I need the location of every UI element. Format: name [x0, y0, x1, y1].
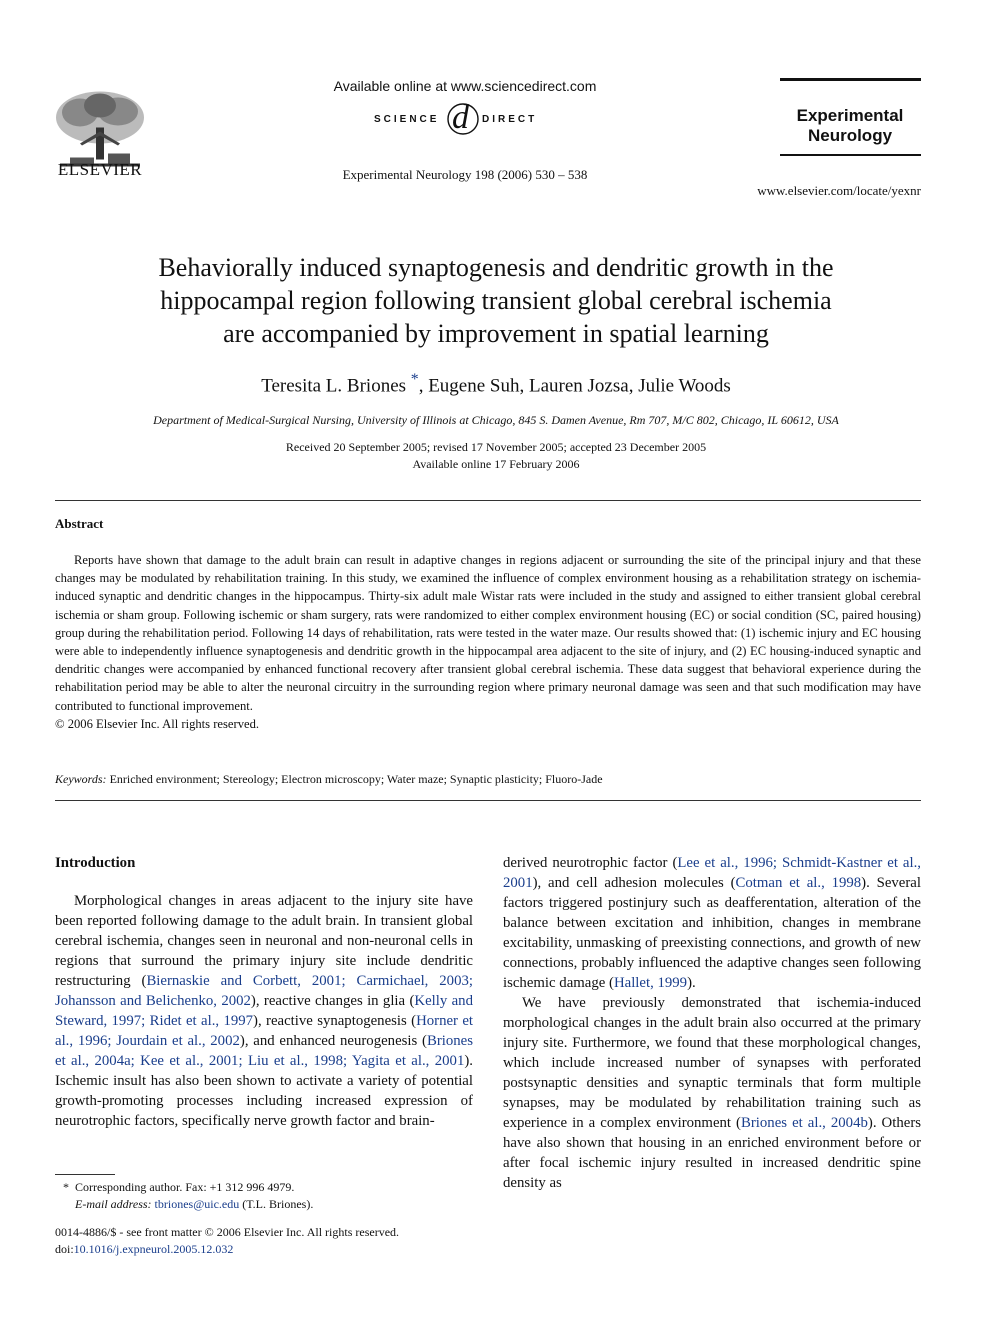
introduction-heading: Introduction [55, 855, 136, 871]
front-matter [55, 1224, 485, 1258]
email-label: E-mail address: [75, 1197, 152, 1211]
journal-rule [780, 78, 921, 81]
keywords [55, 772, 921, 787]
citation-link[interactable]: Horner et al., 1996; Jourdain et al., 2002 [55, 1013, 473, 1049]
journal-name-line1: Experimental [796, 106, 904, 125]
corresponding-author-note [55, 1179, 473, 1196]
citation-link[interactable]: Biernaskie and Corbett, 2001; Carmichael, 2003; Johansson and Belichenko, 2002 [55, 973, 473, 1009]
citation-link[interactable]: Lee et al., 1996; Schmidt-Kastner et al., 2001 [503, 855, 922, 891]
co-authors: , Eugene Suh, Lauren Jozsa, Julie Woods [418, 375, 731, 397]
author-list [80, 371, 912, 397]
doi-line [55, 1241, 485, 1258]
corresponding-author-mark[interactable]: * [410, 371, 419, 388]
doi-link[interactable]: 10.1016/j.expneurol.2005.12.032 [73, 1242, 234, 1256]
body-text: ). Ischemic insult has also been shown to activate a variety of potential growth-promoting processes including increased expression of neurotrophic factors, specifically nerve growth factor and brain- [55, 1053, 473, 1129]
body-text: ), reactive synaptogenesis ( [253, 1013, 417, 1029]
received-dates: Received 20 September 2005; revised 17 November 2005; accepted 23 December 2005 [285, 440, 707, 454]
footnote-rule [55, 1174, 115, 1175]
body-text: Morphological changes in areas adjacent to the injury site have been reported following damage to the adult brain. In transient global cerebral ischemia, changes seen in neuronal and non-neuronal cells in regions that surround the primary injury site include dendritic restructuring ( [55, 893, 473, 989]
citation-link[interactable]: Cotman et al., 1998 [735, 875, 862, 891]
abstract-body [55, 551, 921, 733]
abstract-heading: Abstract [55, 516, 104, 531]
body-text: derived neurotrophic factor ( [503, 855, 678, 871]
title-line: hippocampal region following transient global cerebral ischemia [160, 286, 832, 315]
body-text: ). [687, 975, 696, 991]
abstract-bottom-rule [55, 800, 921, 801]
keywords-list: Enriched environment; Stereology; Electron microscopy; Water maze; Synaptic plasticity; Fluoro-Jade [109, 772, 603, 786]
issn-line: 0014-4886/$ - see front matter © 2006 Elsevier Inc. All rights reserved. [55, 1225, 400, 1239]
body-paragraph [503, 853, 921, 993]
sd-left-text: SCIENCE [374, 114, 440, 125]
journal-name [770, 106, 930, 146]
keywords-label: Keywords: [55, 772, 107, 786]
citation-link[interactable]: Briones et al., 2004a; Kee et al., 2001; Liu et al., 1998; Yagita et al., 2001 [55, 1033, 473, 1069]
body-paragraph [55, 891, 473, 1131]
abstract-text: Reports have shown that damage to the adult brain can result in adaptive changes in regions adjacent or surrounding the site of the principal injury and that these changes may be modulated by rehabilitation training. In this study, we examined the influence of complex environment housing as a rehabilitation strategy on ischemia-induced synaptic and dendritic changes in the hippocampus. Thirty-six adult male Wistar rats were included in the study and assigned to either transient global cerebral ischemia or sham group. Following ischemic or sham surgery, rats were randomized to either complex environment housing (EC) or social condition (SC, paired housing) group during the rehabilitation period. Following 14 days of rehabilitation, rats were tested in the water maze. Our results showed that: (1) ischemic injury and EC housing were able to independently influence synaptogenesis and dendritic growth in the hippocampal area adjacent to the site of injury, and (2) EC housing-induced synaptic and dendritic changes were accompanied by enhanced functional recovery after transient global cerebral ischemia. These data suggest that behavioral experience during the rehabilitation period may be able to alter the neuronal circuitry in the surrounding region where primary neuronal damage was seen and that such modification may have contributed to functional improvement. [55, 553, 921, 713]
footnote-mark: * [63, 1180, 69, 1194]
body-text: We have previously demonstrated that ischemia-induced morphological changes in the adult brain also occurred at the primary injury site. Furthermore, we found that these morphological changes, which include increased number of synapses with perforated postsynaptic densities and synaptic terminals that form multiple synapses, may be modulated by rehabilitation training such as experience in a complex environment ( [503, 995, 921, 1131]
body-text: ). Others have also shown that housing in an enriched environment before or after focal ischemic injury resulted in increased dendritic spine density as [503, 1115, 922, 1191]
citation-link[interactable]: Hallet, 1999 [613, 975, 688, 991]
body-text: ), and enhanced neurogenesis ( [239, 1033, 427, 1049]
sd-right-text: DIRECT [482, 114, 538, 125]
article-dates [80, 439, 912, 473]
author-name: Teresita L. Briones [261, 375, 407, 397]
doi-label: doi: [55, 1242, 74, 1256]
affiliation: Department of Medical-Surgical Nursing, University of Illinois at Chicago, 845 S. Damen Avenue, Rm 707, M/C 802, Chicago, IL 60612, USA [153, 413, 839, 427]
email-link[interactable]: tbriones@uic.edu [154, 1197, 240, 1211]
journal-name-line2: Neurology [807, 126, 893, 145]
publisher-name: ELSEVIER [57, 160, 143, 179]
email-owner: (T.L. Briones). [242, 1197, 314, 1211]
right-column [503, 853, 921, 1193]
body-text: ). Several factors triggered postinjury such as deafferentation, alteration of the balance between excitation and inhibition, changes in membrane excitability, unmasking of preexisting connections, and growth of new connections, probably influenced the adaptive changes seen following ischemic damage ( [503, 875, 921, 991]
copyright-line: © 2006 Elsevier Inc. All rights reserved. [55, 716, 260, 731]
journal-url[interactable]: www.elsevier.com/locate/yexnr [757, 183, 921, 198]
title-line: Behaviorally induced synaptogenesis and dendritic growth in the [158, 253, 834, 282]
corresponding-author-text: Corresponding author. Fax: +1 312 996 4979. [75, 1180, 295, 1194]
available-online-date: Available online 17 February 2006 [412, 457, 580, 471]
abstract-top-rule [55, 500, 921, 501]
body-text: ), and cell adhesion molecules ( [532, 875, 736, 891]
email-note [55, 1196, 473, 1213]
citation-link[interactable]: Briones et al., 2004b [741, 1115, 868, 1131]
body-paragraph [503, 993, 921, 1193]
svg-text:d: d [452, 99, 469, 136]
left-column [55, 853, 473, 1131]
title-line: are accompanied by improvement in spatial learning [223, 319, 769, 348]
journal-rule [780, 154, 921, 156]
available-online-text: Available online at www.sciencedirect.com [333, 78, 597, 94]
citation-link[interactable]: Kelly and Steward, 1997; Ridet et al., 1997 [55, 993, 473, 1029]
article-title [80, 251, 912, 350]
footnote [55, 1179, 473, 1213]
sciencedirect-logo [370, 98, 560, 140]
body-text: ), reactive changes in glia ( [250, 993, 415, 1009]
journal-citation: Experimental Neurology 198 (2006) 530 – 538 [342, 167, 588, 182]
